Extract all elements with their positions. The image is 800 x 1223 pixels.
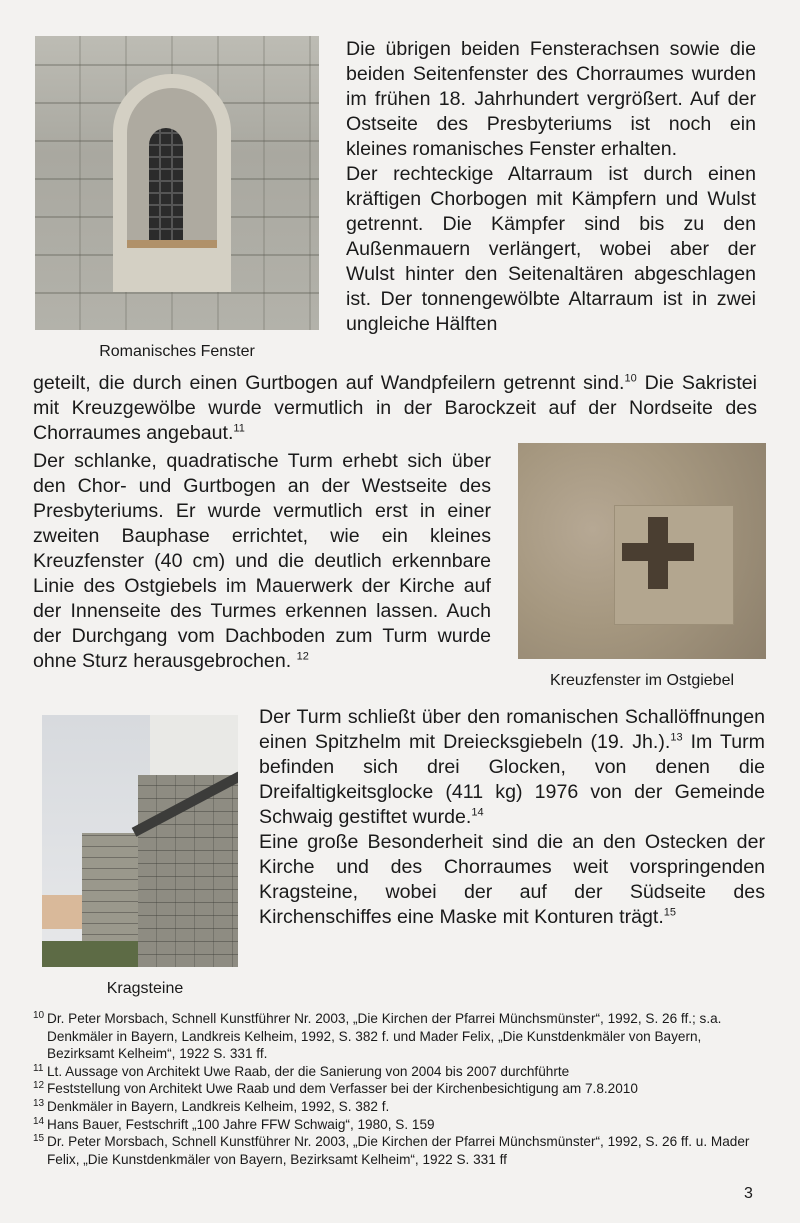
footnote-ref-12: 12 — [296, 650, 309, 663]
footnote-number: 11 — [33, 1062, 44, 1074]
footnote — [33, 1133, 763, 1168]
photo-corbels — [42, 715, 238, 967]
text-block-tower — [33, 449, 491, 674]
paragraph-tower — [33, 449, 491, 674]
footnote-number: 13 — [33, 1097, 45, 1109]
footnote — [33, 1098, 763, 1116]
footnote — [33, 1063, 763, 1081]
footnote — [33, 1080, 763, 1098]
footnote-number: 10 — [33, 1010, 45, 1021]
footnote — [33, 1010, 763, 1063]
paragraph-spire-text: Der Turm schließt über den romanischen Schallöffnungen einen Spitzhelm mit Dreiecksgiebeln (19. Jh.). — [259, 706, 765, 753]
footnote-number: 14 — [33, 1115, 45, 1127]
footnote-ref-14: 14 — [471, 806, 484, 819]
caption-romanesque-window: Romanisches Fenster — [99, 343, 255, 360]
paragraph-tower-text: Der schlanke, quadratische Turm erhebt sich über den Chor- und Gurtbogen an der Westseite des Presbyteriums. Er wurde vermutlich erst in einer zweiten Bauphase errichtet, wie ein kleines Kreuzfenster (40 cm) und die deutlich erkennbare Linie des Ostgiebels im Mauerwerk der Kirche auf der Innenseite des Turmes erkennen lassen. Auch der Durchgang vom Dachboden zum Turm wurde ohne Sturz herausgebrochen. — [33, 450, 491, 672]
footnote-ref-11: 11 — [233, 422, 245, 435]
paragraph-bells-text: Im Turm befinden sich drei Glocken, von denen die Dreifaltigkeitsglocke (411 kg) 1976 von der Gemeinde Schwaig gestiftet wurde. — [259, 731, 765, 828]
page-number: 3 — [744, 1185, 753, 1202]
photo-cross-window — [518, 443, 766, 659]
footnote-text: Dr. Peter Morsbach, Schnell Kunstführer Nr. 2003, „Die Kirchen der Pfarrei Münchsmünster“, 1992, S. 26 ff.; s.a. Denkmäler in Bayern, Landkreis Kelheim, 1992, S. 382 f. und Mader Felix, „Die Kunstdenkmäler von Bayern, Bezirksamt Kelheim“, 1922 S. 331 ff. — [47, 1011, 722, 1062]
footnote-ref-10: 10 — [624, 372, 637, 385]
paragraph-windows: Die übrigen beiden Fensterachsen sowie die beiden Seitenfenster des Chorraumes wurden im frühen 18. Jahrhundert vergrößert. Auf der Ostseite des Presbyteriums ist noch ein kleines romanisches Fenster erhalten. — [346, 38, 756, 160]
footnote-number: 12 — [33, 1080, 45, 1092]
text-block-continuation — [33, 371, 757, 446]
paragraph-sacristy-text: Die Sakristei mit Kreuzgewölbe wurde vermutlich in der Barockzeit auf der Nordseite des Chorraumes angebaut. — [33, 372, 758, 444]
text-block-bells — [259, 705, 765, 930]
paragraph-corbels-text: Eine große Besonderheit sind die an den Ostecken der Kirche und des Chorraumes weit vorspringenden Kragsteine, wobei der auf der Südseite des Kirchenschiffes eine Maske mit Konturen trägt. — [259, 831, 765, 928]
paragraph-altar-part2 — [33, 371, 757, 446]
footnotes — [33, 1010, 763, 1168]
paragraph-altar-part1: Der rechteckige Altarraum ist durch einen kräftigen Chorbogen mit Kämpfern und Wulst getrennt. Die Kämpfer sind bis zu den Außenmauern verlängert, wobei aber der Wulst hinter den Seitenaltären abgeschlagen ist. Der tonnengewölbte Altarraum ist in zwei ungleiche Hälften — [346, 163, 756, 335]
footnote-text: Feststellung von Architekt Uwe Raab und dem Verfasser bei der Kirchenbesichtigung am 7.8.2010 — [47, 1081, 638, 1097]
footnote-text: Hans Bauer, Festschrift „100 Jahre FFW Schwaig“, 1980, S. 159 — [47, 1116, 435, 1132]
footnote-ref-13: 13 — [670, 731, 683, 744]
paragraph-bells — [259, 705, 765, 830]
footnote — [33, 1116, 763, 1134]
paragraph-altar-part2-text: geteilt, die durch einen Gurtbogen auf Wandpfeilern getrennt sind. — [33, 372, 625, 394]
footnote-number: 15 — [33, 1133, 45, 1145]
paragraph-corbels — [259, 830, 765, 930]
footnote-text: Lt. Aussage von Architekt Uwe Raab, der die Sanierung von 2004 bis 2007 durchführte — [47, 1063, 570, 1079]
photo-romanesque-window — [35, 36, 319, 330]
text-block-top — [346, 37, 756, 337]
caption-cross-window: Kreuzfenster im Ostgiebel — [549, 672, 735, 689]
footnote-ref-15: 15 — [663, 906, 677, 919]
footnote-text: Dr. Peter Morsbach, Schnell Kunstführer Nr. 2003, „Die Kirchen der Pfarrei Münchsmünster“, 1992, S. 26 ff. u. Mader Felix, „Die Kunstdenkmäler von Bayern, Bezirksamt Kelheim“, 1922 S. 331 ff — [47, 1134, 750, 1167]
footnote-text: Denkmäler in Bayern, Landkreis Kelheim, 1992, S. 382 f. — [47, 1098, 390, 1114]
caption-corbels: Kragsteine — [106, 980, 184, 997]
